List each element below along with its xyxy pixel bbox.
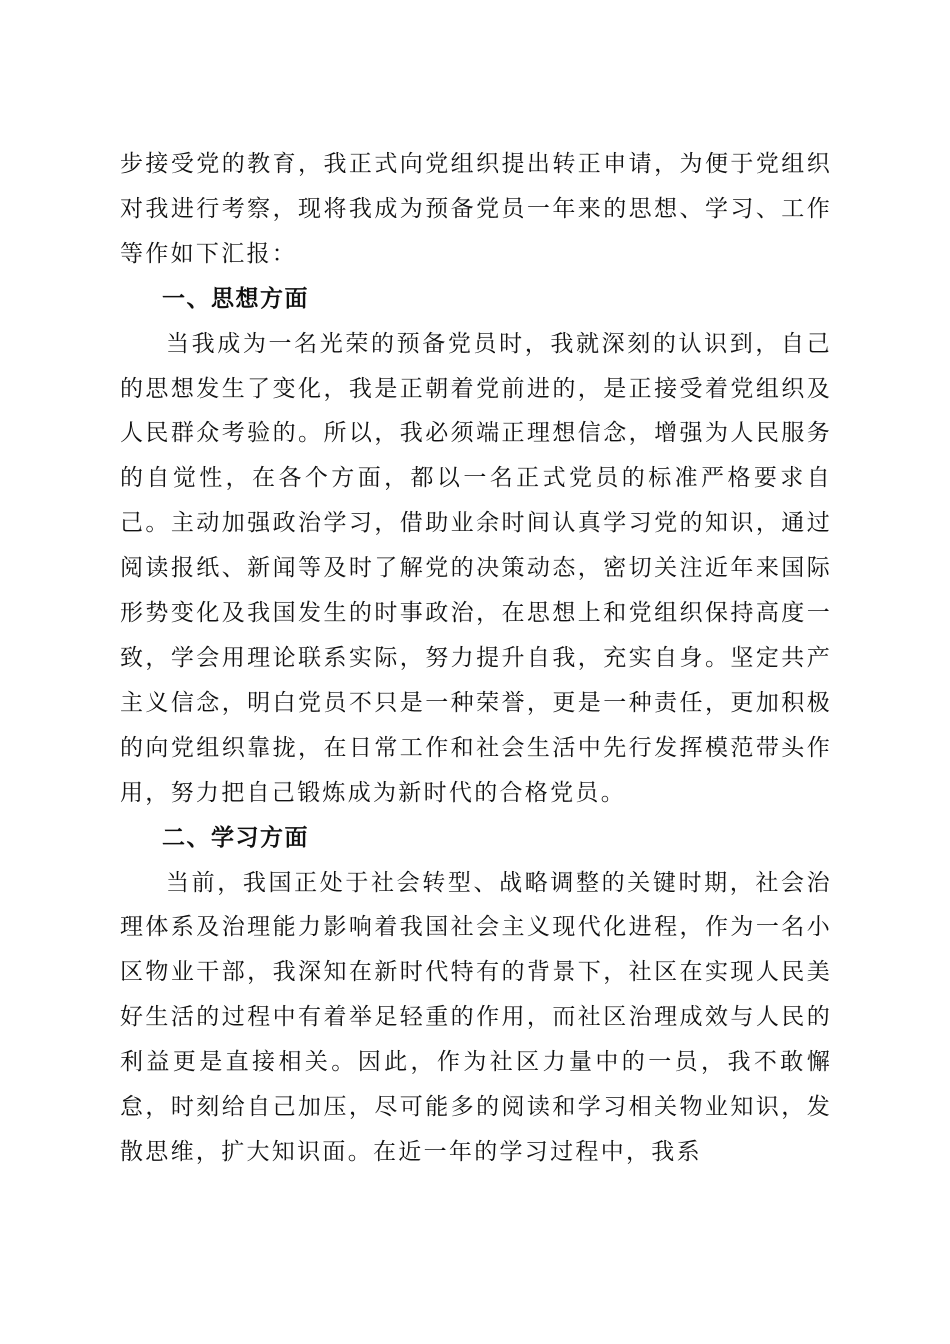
section-body-thought: 当我成为一名光荣的预备党员时，我就深刻的认识到，自己的思想发生了变化，我是正朝着党前进的，是正接受着党组织及人民群众考验的。所以，我必须端正理想信念，增强为人民服务的自觉性，在各个方面，都以一名正式党员的标准严格要求自己。主动加强政治学习，借助业余时间认真学习党的知识，通过阅读报纸、新闻等及时了解党的决策动态，密切关注近年来国际形势变化及我国发生的时事政治，在思想上和党组织保持高度一致，学会用理论联系实际，努力提升自我，充实自身。坚定共产主义信念，明白党员不只是一种荣誉，更是一种责任，更加积极的向党组织靠拢，在日常工作和社会生活中先行发挥模范带头作用，努力把自己锻炼成为新时代的合格党员。	[120, 330, 832, 806]
document-body	[120, 142, 832, 1175]
section-body-study: 当前，我国正处于社会转型、战略调整的关键时期，社会治理体系及治理能力影响着我国社会主义现代化进程，作为一名小区物业干部，我深知在新时代特有的背景下，社区在实现人民美好生活的过程中有着举足轻重的作用，而社区治理成效与人民的利益更是直接相关。因此，作为社区力量中的一员，我不敢懈怠，时刻给自己加压，尽可能多的阅读和学习相关物业知识，发散思维，扩大知识面。在近一年的学习过程中，我系	[120, 869, 832, 1165]
section-heading-study: 二、学习方面	[162, 824, 309, 851]
section-heading-thought: 一、思想方面	[162, 285, 309, 312]
intro-paragraph: 步接受党的教育，我正式向党组织提出转正申请，为便于党组织对我进行考察，现将我成为预备党员一年来的思想、学习、工作等作如下汇报：	[120, 151, 832, 267]
